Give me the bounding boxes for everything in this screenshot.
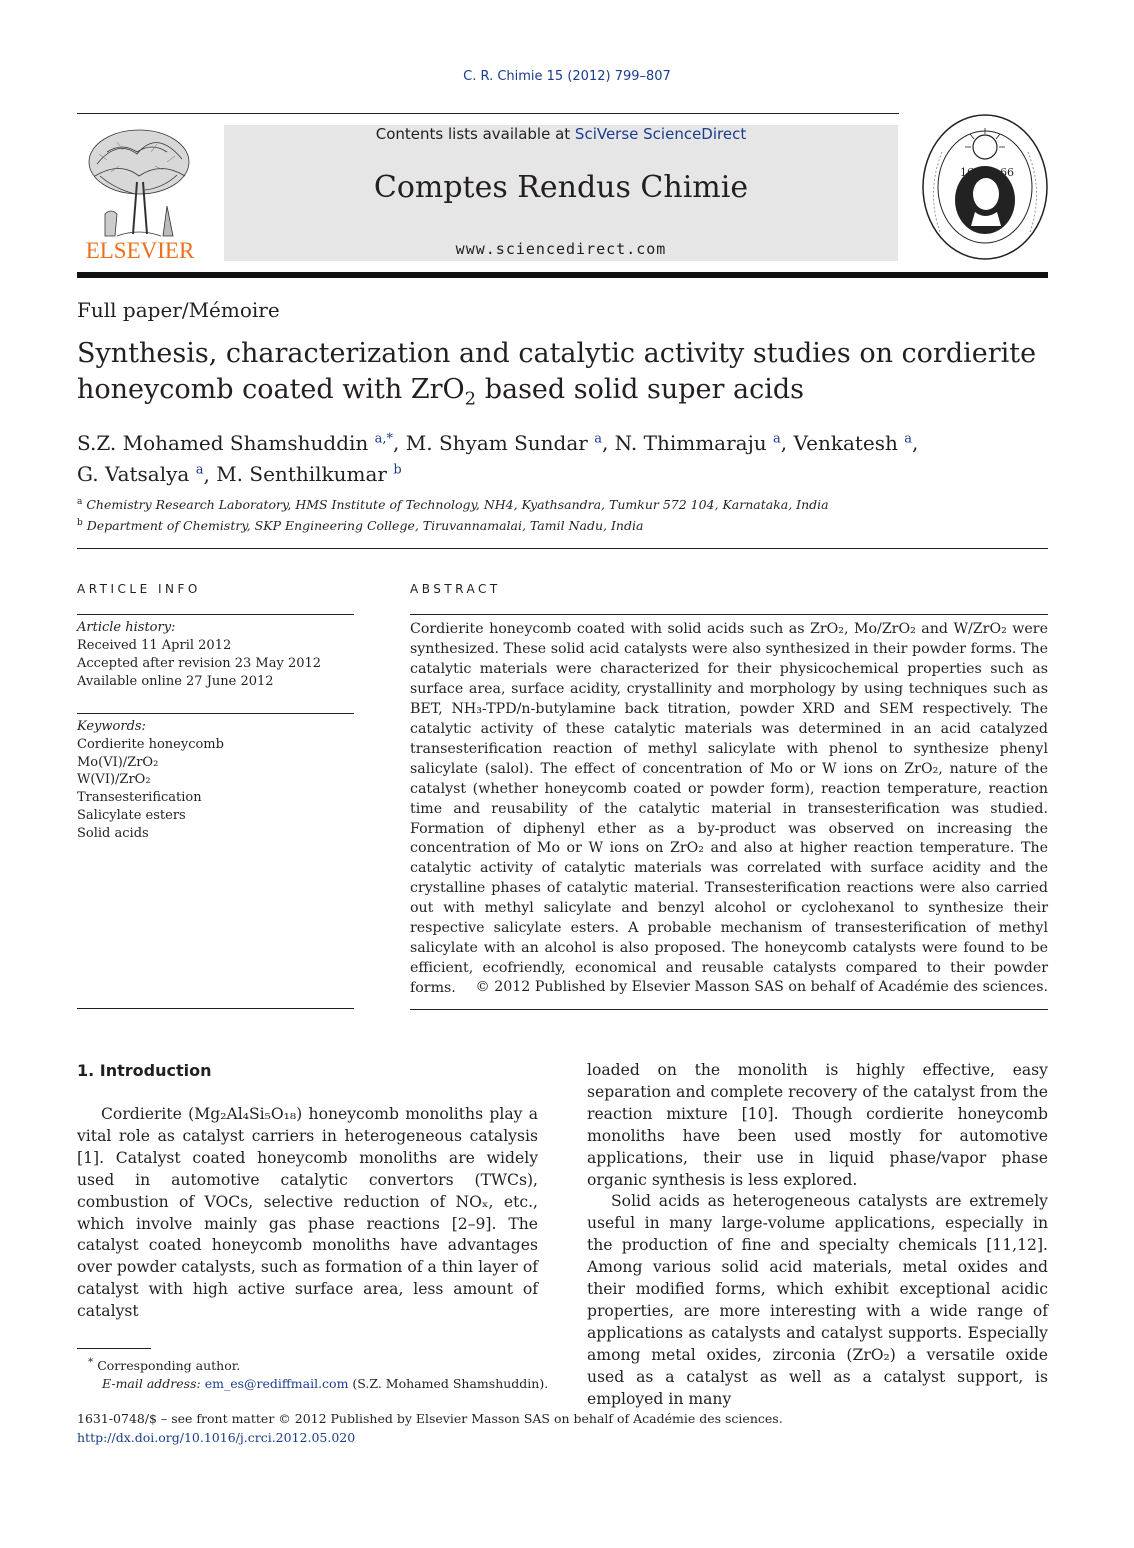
paragraph: loaded on the monolith is highly effective, easy separation and complete recovery of the catalyst from the reaction mixture [10]. Though cordierite honeycomb monoliths have been used mostly for automotive applications, their use in liquid phase/vapor phase organic synthesis is less explored. — [587, 1061, 1048, 1189]
received-date: Received 11 April 2012 — [77, 638, 232, 653]
divider — [77, 713, 354, 714]
introduction-column-left — [77, 1104, 538, 1323]
accepted-date: Accepted after revision 23 May 2012 — [77, 656, 322, 671]
email-link[interactable]: em_es@rediffmail.com — [204, 1376, 349, 1392]
email-owner: (S.Z. Mohamed Shamshuddin). — [348, 1376, 549, 1392]
svg-text:16: 16 — [960, 166, 974, 179]
divider — [77, 1008, 354, 1009]
keyword: Salicylate esters — [77, 807, 186, 823]
affiliations — [77, 493, 1037, 535]
footnote-text: Corresponding author. — [97, 1358, 241, 1374]
affiliation: $^a$ Chemistry Research Laboratory, HMS Institute of Technology, NH4, Kyathsandra, Tumkur 572 104, Karnataka, India — [77, 497, 829, 513]
paragraph: Solid acids as heterogeneous catalysts are extremely useful in many large-volume applications, especially in the production of fine and specialty chemicals [11,12]. Among various solid acid materials, metal oxides and their modified forms, which exhibit exceptional acidic properties, are more interesting with a wide range of applications as catalysts and catalyst supports. Especially among metal oxides, zirconia (ZrO₂) a versatile oxide used as a catalyst as well as a catalyst support, is employed in many — [587, 1192, 1048, 1408]
author[interactable]: Venkatesh $^a$ — [793, 430, 913, 455]
abstract-text: Cordierite honeycomb coated with solid acids such as ZrO₂, Mo/ZrO₂ and W/ZrO₂ were synthesized. These solid acid catalysts were also synthesized in their powder forms. The catalytic materials were characterized for their physicochemical properties such as surface area, surface acidity, crystallinity and morphology by using techniques such as BET, NH₃-TPD/n-butylamine back titration, powder XRD and SEM respectively. The catalytic activity of these catalytic materials was determined in an acid catalyzed transesterification reaction of methyl salicylate with phenol to synthesize phenyl salicylate (salol). The effect of concentration of Mo or W ions on ZrO₂, nature of the catalyst (whether honeycomb coated or powder form), reaction temperature, reaction time and reusability of the catalytic material in transesterification was studied. Formation of diphenyl ether as a by-product was observed on increasing the concentration of Mo or W ions on ZrO₂ and also at higher reaction temperature. The catalytic activity of catalytic materials was correlated with surface acidity and the crystalline phases of catalytic material. Transesterification reactions were also carried out with methyl salicylate and benzyl alcohol or cyclohexanol to synthesize their respective salicylate esters. A probable mechanism of transesterification of methyl salicylate with an alcohol is also proposed. The honeycomb catalysts were found to be efficient, ecofriendly, economical and reusable catalysts compared to their powder forms. — [410, 621, 1048, 997]
history-label: Article history: — [77, 620, 176, 635]
footnote-marker: * — [88, 1356, 94, 1368]
corresponding-author-footnote — [88, 1353, 548, 1393]
footnote-rule — [77, 1348, 151, 1349]
author[interactable]: S.Z. Mohamed Shamshuddin $^{a,*}$ — [77, 430, 394, 455]
paragraph: Cordierite (Mg₂Al₄Si₅O₁₈) honeycomb monoliths play a vital role as catalyst carriers in heterogeneous catalysis [1]. Catalyst coated honeycomb monoliths are widely used in automotive catalytic convertors (TWCs), combustion of VOCs, selective reduction of NOₓ, etc., which involve mainly gas phase reactions [2–9]. The catalyst coated honeycomb monoliths have advantages over powder catalysts, such as formation of a thin layer of catalyst with high active surface area, less amount of catalyst — [77, 1105, 538, 1321]
paper-title — [77, 336, 1057, 417]
svg-text:66: 66 — [1000, 166, 1014, 179]
online-date: Available online 27 June 2012 — [77, 674, 274, 689]
author-list: S.Z. Mohamed Shamshuddin $^{a,*}$, M. Shyam Sundar $^a$, N. Thimmaraju $^a$, Venkatesh $^a$, G. Vatsalya $^a$, M. Senthilkumar $^b$ — [77, 430, 919, 487]
title-part: based solid super acids — [476, 374, 805, 405]
keyword: Transesterification — [77, 790, 202, 806]
elsevier-wordmark: ELSEVIER — [85, 238, 195, 263]
affiliation: $^b$ Department of Chemistry, SKP Engineering College, Tiruvannamalai, Tamil Nadu, India — [77, 518, 644, 534]
divider — [77, 614, 354, 615]
abstract-heading: ABSTRACT — [410, 582, 501, 596]
journal-website[interactable]: www.sciencedirect.com — [455, 240, 667, 258]
title-subscript: 2 — [464, 388, 477, 410]
article-section-type: Full paper/Mémoire — [77, 298, 280, 322]
article-history — [77, 619, 354, 691]
contents-prefix: Contents lists available at — [375, 125, 575, 143]
article-info-heading: ARTICLE INFO — [77, 582, 201, 596]
academie-seal-icon — [920, 112, 1050, 262]
keywords — [77, 718, 354, 843]
journal-title[interactable]: Comptes Rendus Chimie — [373, 170, 749, 205]
page-footer — [77, 1409, 783, 1447]
sciencedirect-link[interactable]: SciVerse ScienceDirect — [574, 125, 747, 143]
header-top-rule — [77, 113, 899, 114]
doi-link[interactable]: http://dx.doi.org/10.1016/j.crci.2012.05.020 — [77, 1430, 356, 1445]
email-label: E-mail address: — [102, 1376, 201, 1392]
author[interactable]: N. Thimmaraju $^a$ — [614, 430, 781, 455]
divider — [410, 1009, 1048, 1010]
divider — [410, 614, 1048, 615]
keyword: Mo(VI)/ZrO₂ — [77, 754, 159, 770]
author[interactable]: M. Shyam Sundar $^a$ — [405, 430, 602, 455]
author[interactable]: M. Senthilkumar $^b$ — [216, 462, 402, 487]
keywords-label: Keywords: — [77, 719, 146, 734]
paper-title-line-2 — [77, 372, 1057, 417]
keyword: W(VI)/ZrO₂ — [77, 772, 151, 788]
keyword: Cordierite honeycomb — [77, 736, 224, 752]
academie-seal-logo — [920, 112, 1050, 262]
elsevier-logo[interactable] — [77, 124, 203, 264]
introduction-heading: 1. Introduction — [77, 1061, 212, 1080]
copyright-notice: © 2012 Published by Elsevier Masson SAS on behalf of Académie des sciences. — [475, 979, 1048, 995]
author[interactable]: G. Vatsalya $^a$ — [77, 462, 204, 487]
contents-availability — [224, 125, 898, 143]
divider — [77, 548, 1048, 549]
issn-line: 1631-0748/$ – see front matter © 2012 Published by Elsevier Masson SAS on behalf of Académie des sciences. — [77, 1411, 783, 1426]
keyword: Solid acids — [77, 825, 149, 841]
paper-title-line-1: Synthesis, characterization and catalytic activity studies on cordierite — [77, 338, 1037, 369]
header-bottom-rule — [77, 272, 1048, 278]
title-part: honeycomb coated with ZrO — [77, 374, 465, 405]
introduction-column-right — [587, 1060, 1048, 1411]
journal-reference[interactable]: C. R. Chimie 15 (2012) 799–807 — [463, 69, 671, 84]
